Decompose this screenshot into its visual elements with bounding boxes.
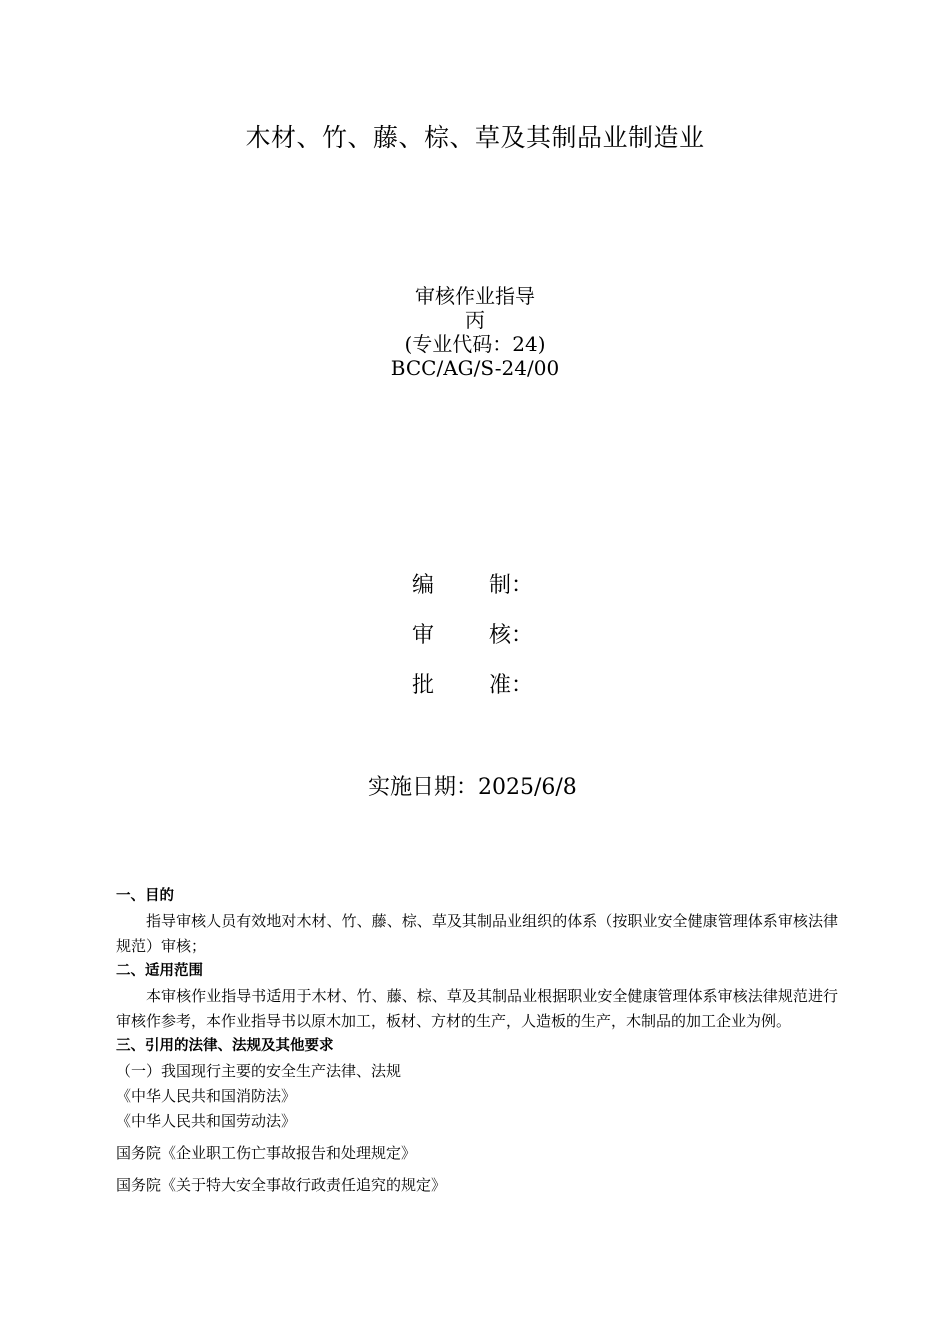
subtitle-line-docnumber: BCC/AG/S-24/00 bbox=[390, 356, 560, 380]
signature-label-right: 准： bbox=[489, 673, 534, 698]
signature-label-left: 审 bbox=[412, 623, 435, 648]
signature-row-approved bbox=[412, 668, 533, 718]
subsection-heading-laws: （一）我国现行主要的安全生产法律、法规 bbox=[116, 1062, 402, 1080]
signature-label-left: 编 bbox=[412, 573, 435, 598]
signature-block bbox=[412, 568, 533, 718]
implementation-date: 实施日期：2025/6/8 bbox=[368, 775, 577, 800]
law-item: 《中华人民共和国劳动法》 bbox=[116, 1112, 297, 1130]
subtitle-line-guidance: 审核作业指导 bbox=[415, 284, 535, 308]
document-title: 木材、竹、藤、棕、草及其制品业制造业 bbox=[245, 123, 705, 152]
subtitle-line-code: (专业代码：24) bbox=[404, 332, 546, 356]
signature-row-reviewed bbox=[412, 618, 533, 668]
document-body bbox=[116, 884, 838, 1198]
law-item: 国务院《关于特大安全事故行政责任追究的规定》 bbox=[116, 1176, 447, 1194]
subtitle-block bbox=[0, 284, 950, 380]
section-heading-purpose: 一、目的 bbox=[116, 888, 174, 904]
section-text-purpose: 指导审核人员有效地对木材、竹、藤、棕、草及其制品业组织的体系（按职业安全健康管理体系审核法律规范）审核； bbox=[116, 912, 838, 955]
signature-label-left: 批 bbox=[412, 673, 435, 698]
section-heading-scope: 二、适用范围 bbox=[116, 963, 203, 979]
subtitle-line-grade: 丙 bbox=[465, 308, 485, 332]
section-heading-references: 三、引用的法律、法规及其他要求 bbox=[116, 1038, 334, 1054]
law-item: 《中华人民共和国消防法》 bbox=[116, 1087, 297, 1105]
signature-label-right: 制： bbox=[489, 573, 534, 598]
signature-row-compiled bbox=[412, 568, 533, 618]
law-item: 国务院《企业职工伤亡事故报告和处理规定》 bbox=[116, 1144, 417, 1162]
signature-label-right: 核： bbox=[489, 623, 534, 648]
section-text-scope: 本审核作业指导书适用于木材、竹、藤、棕、草及其制品业根据职业安全健康管理体系审核法律规范进行审核作参考，本作业指导书以原木加工，板材、方材的生产，人造板的生产，木制品的加工企业为例。 bbox=[116, 987, 838, 1030]
